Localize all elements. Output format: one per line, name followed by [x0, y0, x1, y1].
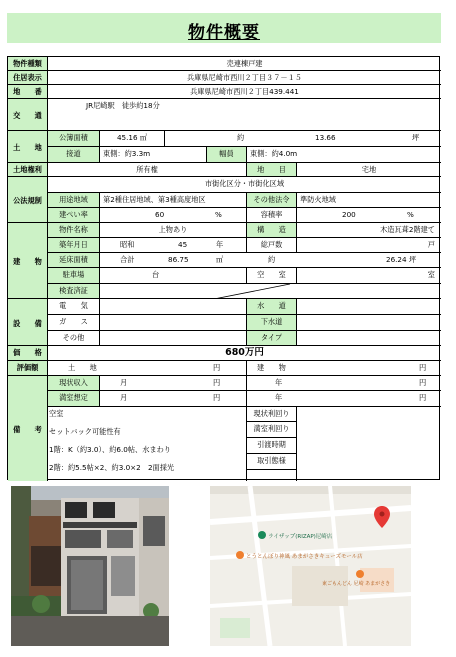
map-label-shop: 東ごもんどん 尼崎 あまがさき [322, 581, 391, 587]
current-income-year-yen: 円 [419, 378, 427, 387]
valuation-bldg-label: 建 物 [257, 363, 286, 372]
built-year-unit: 年 [216, 240, 224, 249]
land-tsubo-unit: 坪 [412, 133, 420, 142]
label-road: 接道 [48, 147, 100, 163]
label-valuation: 評価額 [8, 361, 48, 376]
full-income-yen: 円 [213, 393, 221, 402]
label-rights: 土地権利 [8, 163, 48, 177]
label-built-date: 築年月日 [48, 238, 100, 253]
value-inspection [100, 284, 441, 299]
value-far: 200 [342, 210, 356, 219]
label-transport: 交 通 [8, 99, 48, 131]
label-land-area: 公簿面積 [48, 131, 100, 147]
valuation-bldg-yen: 円 [419, 363, 427, 372]
value-land-category: 宅地 [297, 163, 441, 177]
full-income-year-yen: 円 [419, 393, 427, 402]
value-bcr: 60 [155, 210, 165, 219]
total-units-unit: 戸 [297, 238, 441, 253]
label-facility: 設 備 [8, 299, 48, 346]
location-map-drawing [210, 486, 411, 646]
bcr-pct: % [215, 210, 222, 219]
label-facility-type: タイプ [247, 331, 297, 346]
value-floor-area: 86.75 [168, 255, 189, 264]
label-other-law: その他法令 [247, 193, 297, 208]
floor-area-group [100, 253, 441, 268]
label-remarks: 備 考 [8, 376, 48, 481]
label-floor-area: 延床面積 [48, 253, 100, 268]
valuation-land-yen: 円 [213, 363, 221, 372]
label-type: 物件種類 [8, 57, 48, 71]
land-tsubo-value: 13.66 [315, 133, 336, 142]
label-inspection: 検査済証 [48, 284, 100, 299]
remarks-line-4: 2階：約5.5帖×2、約3.0×2 2面採光 [49, 463, 175, 472]
value-facility-type [297, 331, 441, 346]
far-group [297, 208, 441, 223]
label-current-income: 現状収入 [48, 376, 100, 391]
land-approx: 約 [237, 133, 245, 142]
value-width: 東側：約4.0m [247, 147, 441, 163]
value-address: 兵庫県尼崎市西川２丁目３７－１５ [48, 71, 441, 85]
value-transport: JR尼崎駅 徒歩約18分 [48, 99, 441, 131]
remarks-line-3: 1階：K（約3.0）、約6.0帖、水まわり [49, 445, 171, 454]
label-water: 水 道 [247, 299, 297, 315]
full-income-year: 年 [275, 393, 283, 402]
current-income-month: 月 [120, 378, 128, 387]
label-land-category: 地 目 [247, 163, 297, 177]
value-use-district: 第2種住居地域、第3種高度地区 [100, 193, 247, 208]
remarks-text [48, 407, 247, 481]
label-use-district: 用途地域 [48, 193, 100, 208]
current-income-yen: 円 [213, 378, 221, 387]
floor-tsubo: 26.24 坪 [386, 255, 417, 264]
page-title: 物件概要 [188, 23, 260, 43]
remarks-line-2: セットバック可能性有 [49, 427, 121, 436]
title-banner [7, 13, 441, 43]
location-map [210, 486, 411, 646]
label-full-income: 満室想定 [48, 391, 100, 407]
value-structure: 木造瓦葺2階建て [297, 223, 441, 238]
value-rights: 所有権 [48, 163, 247, 177]
full-income-month-group [100, 391, 247, 407]
vacant-unit: 室 [297, 268, 441, 284]
property-summary-table [7, 56, 440, 480]
label-land: 土 地 [8, 131, 48, 163]
value-land-area: 45.16 ㎡ [100, 131, 165, 147]
value-zone: 市街化区分・市街化区域 [48, 177, 441, 193]
value-price: 680万円 [48, 346, 441, 361]
label-sewer: 下水道 [247, 315, 297, 331]
valuation-land-group [48, 361, 247, 376]
label-vacant: 空 室 [247, 268, 297, 284]
valuation-land-label: 土 地 [68, 363, 97, 372]
map-label-rizap: ライザップ(RIZAP)尼崎店 [268, 534, 333, 540]
property-photo [11, 486, 169, 646]
label-other-facility: その他 [48, 331, 100, 346]
label-total-units: 総戸数 [247, 238, 297, 253]
remarks-right-blank [297, 407, 441, 481]
value-type: 売連棟戸建 [48, 57, 441, 71]
label-bcr: 建ぺい率 [48, 208, 100, 223]
remarks-side-blank [247, 470, 297, 481]
value-water [297, 299, 441, 315]
current-income-month-group [100, 376, 247, 391]
label-current-yield: 現状利回り [247, 407, 297, 422]
value-electric [100, 299, 247, 315]
label-address: 住居表示 [8, 71, 48, 85]
value-building-name: 上物あり [100, 223, 247, 238]
value-gas [100, 315, 247, 331]
built-date-group [100, 238, 247, 253]
value-sewer [297, 315, 441, 331]
current-income-year-group [247, 376, 441, 391]
property-photo-drawing [11, 486, 169, 646]
label-far: 容積率 [247, 208, 297, 223]
land-tsubo-group [165, 131, 441, 147]
inspection-slash [100, 284, 441, 299]
value-other-law: 準防火地域 [297, 193, 441, 208]
label-parking: 駐車場 [48, 268, 100, 284]
label-full-yield: 満室利回り [247, 422, 297, 438]
floor-total: 合計 [120, 255, 135, 264]
label-transaction: 取引態様 [247, 454, 297, 470]
parking-unit: 台 [152, 270, 160, 279]
label-building-name: 物件名称 [48, 223, 100, 238]
far-pct: % [407, 210, 414, 219]
floor-approx: 約 [268, 255, 276, 264]
floor-m2: ㎡ [216, 255, 224, 264]
built-era: 昭和 [120, 240, 135, 249]
label-width: 幅員 [207, 147, 247, 163]
full-income-month: 月 [120, 393, 128, 402]
label-gas: ガ ス [48, 315, 100, 331]
label-price: 価 格 [8, 346, 48, 361]
label-building: 建 物 [8, 223, 48, 299]
label-delivery: 引渡時期 [247, 438, 297, 454]
current-income-year: 年 [275, 378, 283, 387]
remarks-line-1: 空室 [49, 409, 64, 418]
parking-group [100, 268, 247, 284]
value-other-facility [100, 331, 247, 346]
label-regulation: 公法規制 [8, 177, 48, 223]
full-income-year-group [247, 391, 441, 407]
label-electric: 電 気 [48, 299, 100, 315]
value-road: 東側：約3.3m [100, 147, 207, 163]
label-lot: 地 番 [8, 85, 48, 99]
bcr-group [100, 208, 247, 223]
valuation-bldg-group [247, 361, 441, 376]
label-structure: 構 造 [247, 223, 297, 238]
map-label-mall: とうとんぼり神風 あまがさきキューズモール店 [246, 554, 363, 560]
built-year: 45 [178, 240, 188, 249]
value-lot: 兵庫県尼崎市西川２丁目439.441 [48, 85, 441, 99]
